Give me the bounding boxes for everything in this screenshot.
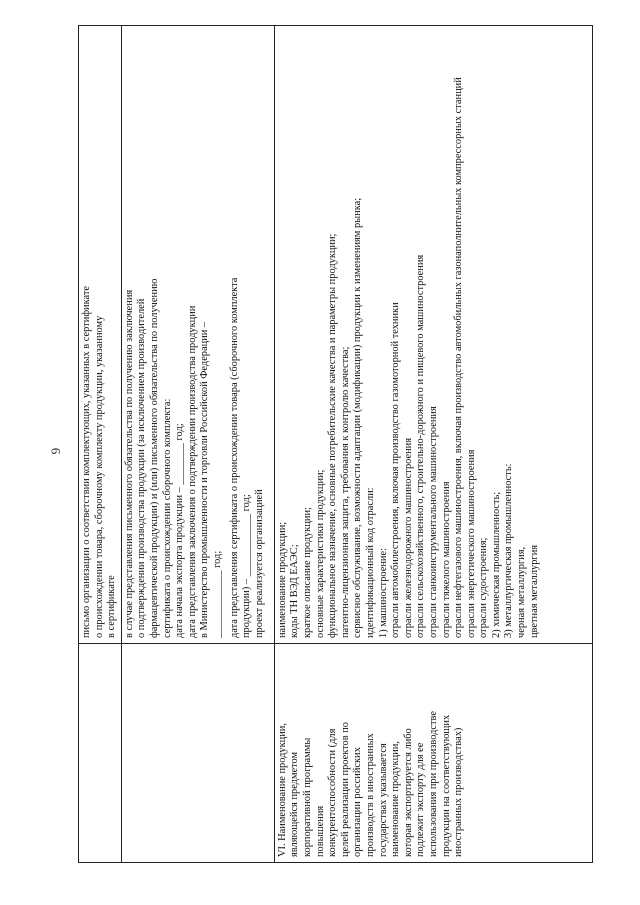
text-line: 2) химическая промышленность; (490, 491, 502, 638)
heading-line: целей реализации проектов по (339, 722, 351, 857)
text-line: фармацевтической продукции) и (или) письменного обязательства по получению (148, 278, 160, 638)
heading-line: конкурентоспособности (для (327, 728, 339, 857)
text-line: патентно-лицензионная защита, требования к контролю качества; (339, 346, 351, 638)
heading-line: производств в иностранных (364, 733, 376, 857)
text-line: о происхождении товара, сборочному комплекту продукции, указанному (93, 315, 105, 638)
document-frame (78, 48, 593, 863)
text-line: дата представления сертификата о происхождении товара (сборочного комплекта (228, 277, 240, 638)
heading-line: являющейся предметом (289, 751, 301, 857)
text-line: в сертификате (106, 575, 118, 638)
text-line: продукции) – ____________ год; (241, 494, 253, 638)
heading-line: использования при производстве (427, 711, 439, 857)
text-line: сертификата о происхождении сборочного комплекта: (161, 398, 173, 638)
text-line: отрасли нефтегазового машиностроения, включая производство автомобильных газонаполнительных компрессорных станций (453, 77, 465, 638)
text-line: _____________ год; (211, 550, 223, 638)
program-table (78, 25, 593, 863)
text-line: отрасли сельскохозяйственного, строительно-дорожного и пищевого машиностроения (415, 254, 427, 638)
text-line: идентификационный код отрасли: (364, 487, 376, 638)
heading-line: наименование продукции, (390, 741, 402, 857)
text-line: в случае представления письменного обязательства по получению заключения (123, 289, 135, 638)
row2-right-cell (121, 26, 274, 644)
row1-right-cell (79, 26, 122, 644)
text-line: краткое описание продукции; (301, 507, 313, 638)
text-line: дата начала экспорта продукции – ________ год; (174, 423, 186, 638)
text-line: 1) машиностроение: (377, 548, 389, 638)
row3-left-cell (274, 644, 592, 863)
heading-line: подлежит экспорту для ее (415, 742, 427, 857)
row3-right-cell (274, 26, 592, 644)
text-line: отрасли железнодорожного машиностроения (402, 438, 414, 638)
text-line: проект реализуется организацией (253, 489, 265, 638)
text-line: отрасли автомобилестроения, включая производство газомоторной техники (390, 302, 402, 638)
text-line: коды ТН ВЭД ЕАЭС; (289, 544, 301, 638)
heading-line: организации российских (352, 747, 364, 857)
text-line: дата представления заключения о подтверждении производства продукции (186, 305, 198, 638)
table-row (121, 26, 274, 863)
heading-line: государствах указывается (377, 743, 389, 857)
table-row (79, 26, 122, 863)
text-line: 3) металлургическая промышленность: (503, 463, 515, 638)
text-line: наименование продукции; (276, 521, 288, 638)
page-number: 6 (48, 447, 64, 455)
text-line: функциональное назначение, основные потребительские качества и параметры продукции; (327, 233, 339, 638)
text-line: отрасли судостроения; (478, 537, 490, 638)
text-line: черная металлургия, (516, 546, 528, 638)
heading-line: иностранных производствах) (453, 727, 465, 857)
text-line: в Министерство промышленности и торговли Российской Федерации – (199, 321, 211, 638)
heading-line: VI. Наименование продукции, (276, 723, 288, 857)
heading-line: которая экспортируется либо (402, 728, 414, 857)
text-line: отрасли энергетического машиностроения (465, 449, 477, 638)
text-line: отрасли тяжелого машиностроения (440, 481, 452, 638)
heading-line: повышения (314, 805, 326, 857)
rotated-table-container (78, 48, 593, 863)
text-line: отрасли станкоинструментального машиностроения (427, 406, 439, 638)
text-line: письмо организации о соответствии комплектующих, указанных в сертификате (81, 285, 92, 638)
table-row (274, 26, 592, 863)
row1-left-cell (79, 644, 122, 863)
text-line: основные характеристики продукции; (314, 469, 326, 638)
text-line: о подтверждении производства продукции (за исключением производителей (136, 298, 148, 638)
text-line: сервисное обслуживание, возможности адаптации (модификации) продукции к изменениям рынка; (352, 197, 364, 638)
heading-line: продукции на соответствующих (440, 714, 452, 857)
row2-left-cell (121, 644, 274, 863)
text-line: цветная металлургия (528, 544, 540, 638)
heading-line: корпоративной программы (301, 737, 313, 857)
